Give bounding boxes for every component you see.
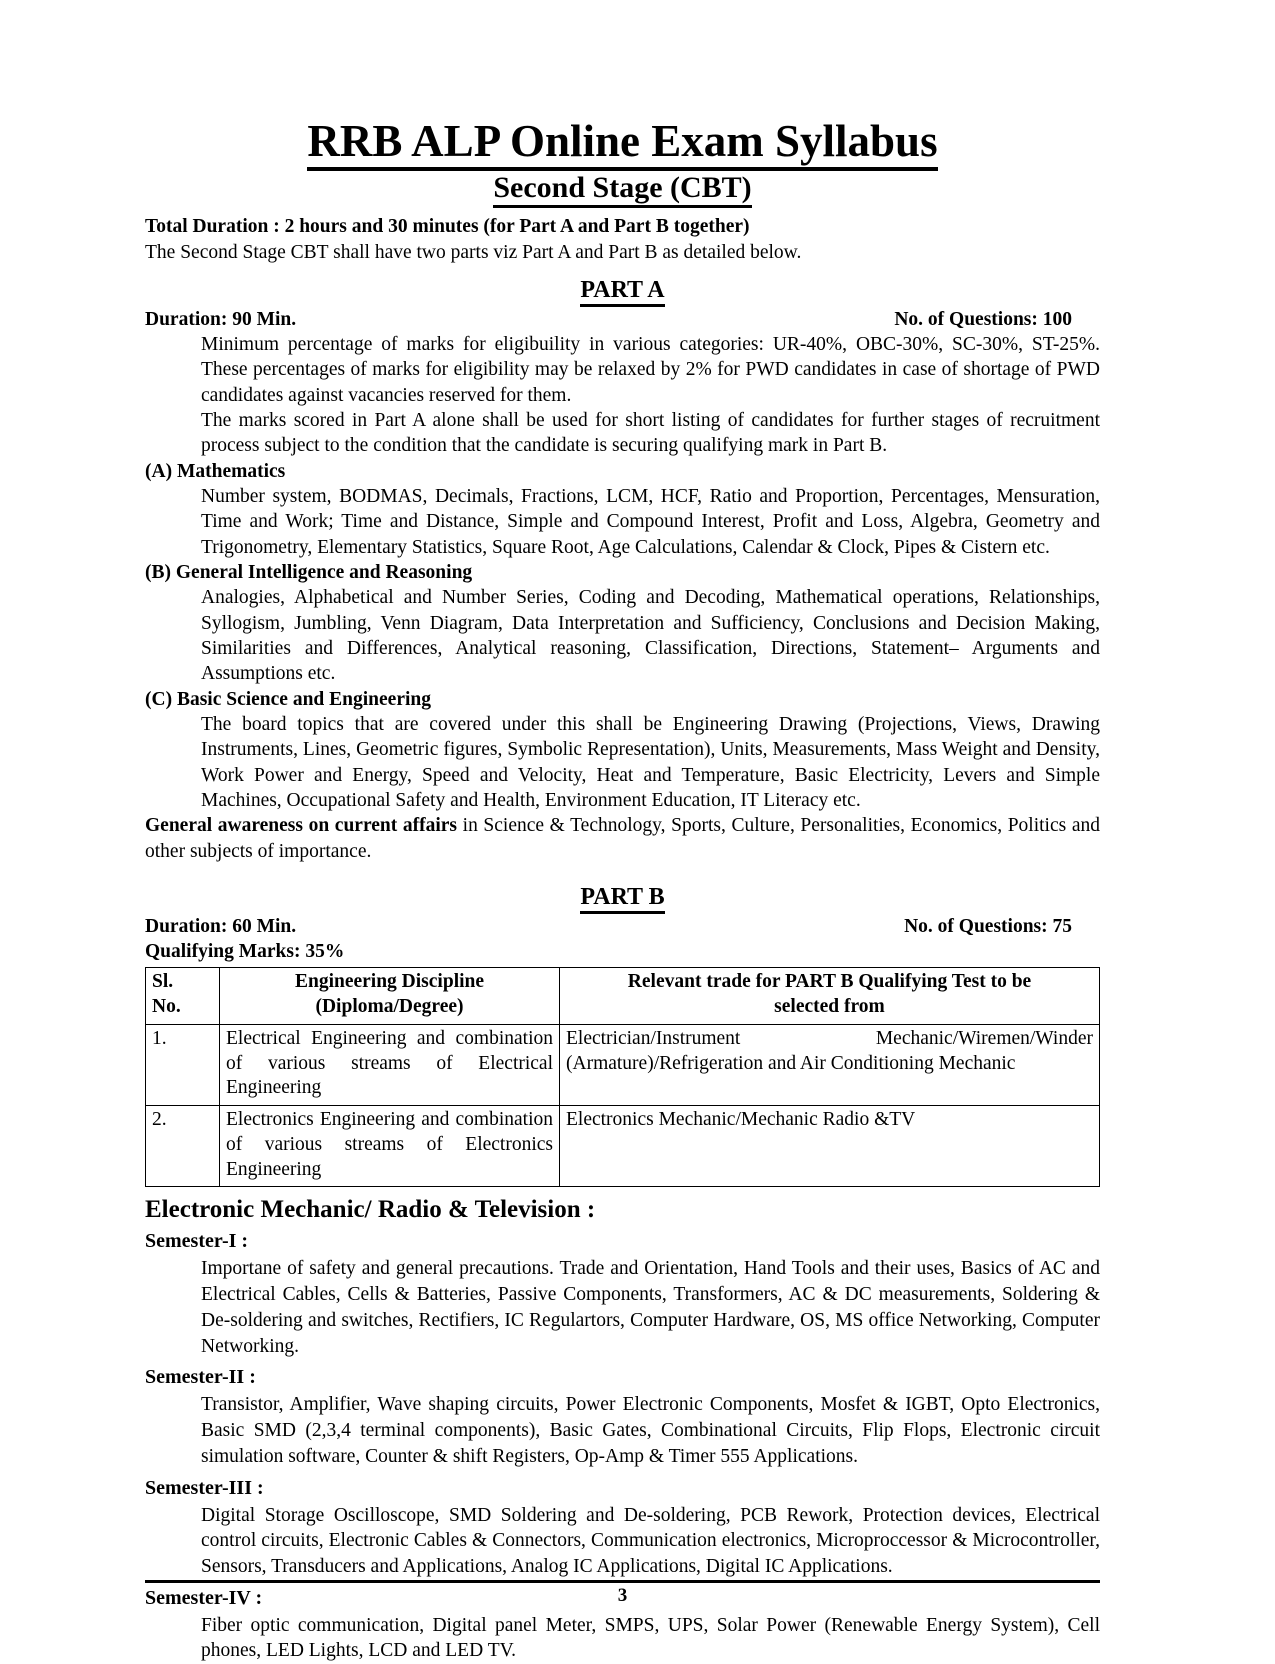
part-b-discipline-table [145, 967, 1100, 1187]
section-b-body: Analogies, Alphabetical and Number Series, Coding and Decoding, Mathematical operations, Relationships, Syllogism, Jumbling, Venn Diagram, Data Interpretation and Sufficiency, Conclusions and Decision Making, Similarities and Differences, Analytical reasoning, Classification, Directions, Statement– Arguments and Assumptions etc. [201, 587, 1100, 685]
section-b-label: (B) General Intelligence and Reasoning [145, 561, 473, 583]
part-a-duration: Duration: 90 Min. [145, 308, 297, 330]
section-a-label: (A) Mathematics [145, 460, 286, 482]
semester-2-body: Transistor, Amplifier, Wave shaping circuits, Power Electronic Components, Mosfet & IGBT, Opto Electronics, Basic SMD (2,3,4 terminal components), Basic Gates, Combinational Circuits, Flip Flops, Electronic circuit simulation software, Counter & shift Registers, Op-Amp & Timer 555 Applications. [201, 1394, 1100, 1467]
table-header-discipline [220, 968, 560, 1025]
part-a-paragraph-1: Minimum percentage of marks for eligibuility in various categories: UR-40%, OBC-30%, SC-30%, ST-25%. These percentages of marks for eligibility may be relaxed by 2% for PWD candidates in case of shortage of PWD candidates against vacancies reserved for them. [201, 333, 1100, 406]
section-c-label: (C) Basic Science and Engineering [145, 688, 431, 710]
page-number: 3 [617, 1585, 628, 1607]
page-title-text: RRB ALP Online Exam Syllabus [307, 116, 937, 171]
total-duration-line: Total Duration : 2 hours and 30 minutes (for Part A and Part B together) [145, 216, 750, 238]
part-b-question-count: No. of Questions: 75 [904, 915, 1072, 937]
general-awareness-paragraph [145, 813, 1100, 864]
footer-divider [145, 1580, 1100, 1583]
table-cell-discipline: Electrical Engineering and combination of various streams of Electrical Engineering [220, 1024, 560, 1105]
semester-4-body: Fiber optic communication, Digital panel Meter, SMPS, UPS, Solar Power (Renewable Energy System), Cell phones, LED Lights, LCD and LED TV. [201, 1614, 1100, 1662]
part-a-heading [145, 277, 1100, 305]
section-c-body: The board topics that are covered under this shall be Engineering Drawing (Projections, Views, Drawing Instruments, Lines, Geometric figures, Symbolic Representation), Units, Measurements, Mass Weight and Density, Work Power and Energy, Speed and Velocity, Heat and Temperature, Basic Electricity, Levers and Simple Machines, Occupational Safety and Health, Environment Education, IT Literacy etc. [201, 714, 1100, 812]
table-header-sl-line1: Sl. [152, 971, 174, 993]
part-a-question-count: No. of Questions: 100 [894, 308, 1072, 330]
table-header-trade [560, 968, 1100, 1025]
table-header-trade-line1: Relevant trade for PART B Qualifying Test to be [627, 971, 1032, 993]
table-row [146, 1024, 1100, 1105]
semester-3-label: Semester-III : [145, 1476, 264, 1499]
part-a-heading-text: PART A [580, 277, 664, 307]
page-title [145, 118, 1100, 165]
semester-2-label: Semester-II : [145, 1366, 256, 1389]
semester-3-body: Digital Storage Oscilloscope, SMD Soldering and De-soldering, PCB Rework, Protection devices, Electrical control circuits, Electronic Cables & Connectors, Communication electronics, Microproccessor & Microcontroller, Sensors, Transducers and Applications, Analog IC Applications, Digital IC Applications. [201, 1504, 1100, 1577]
table-header-trade-line2: selected from [774, 996, 885, 1018]
table-header-row [146, 968, 1100, 1025]
table-cell-sl-no: 2. [146, 1106, 220, 1187]
part-a-meta-row [145, 307, 1100, 332]
table-row [146, 1106, 1100, 1187]
spacer [145, 864, 1100, 872]
general-awareness-bold-text: General awareness on current affairs [145, 815, 458, 837]
semester-1-label: Semester-I : [145, 1230, 249, 1253]
section-a-body: Number system, BODMAS, Decimals, Fractions, LCM, HCF, Ratio and Proportion, Percentages, Mensuration, Time and Work; Time and Distance, Simple and Compound Interest, Profit and Loss, Algebra, Geometry and Trigonometry, Elementary Statistics, Square Root, Age Calculations, Calendar & Clock, Pipes & Cistern etc. [201, 485, 1100, 558]
table-header-discipline-line1: Engineering Discipline [294, 971, 485, 993]
page-footer [145, 1580, 1100, 1608]
semester-1-body: Importane of safety and general precautions. Trade and Orientation, Hand Tools and their uses, Basics of AC and Electrical Cables, Cells & Batteries, Passive Components, Transformers, AC & DC measurements, Soldering & De-soldering and switches, Rectifiers, IC Regulartors, Computer Hardware, OS, MS office Networking, Computer Networking. [201, 1258, 1100, 1357]
part-b-qualifying-marks: Qualifying Marks: 35% [145, 941, 345, 963]
trade-syllabus-heading: Electronic Mechanic/ Radio & Television : [145, 1196, 596, 1224]
part-b-heading-text: PART B [580, 884, 664, 914]
table-cell-discipline: Electronics Engineering and combination of various streams of Electronics Engineering [220, 1106, 560, 1187]
page-subtitle [145, 171, 1100, 204]
table-cell-sl-no: 1. [146, 1024, 220, 1105]
part-b-meta-row [145, 914, 1100, 939]
table-cell-trade: Electrician/Instrument Mechanic/Wiremen/Winder (Armature)/Refrigeration and Air Conditioning Mechanic [560, 1024, 1100, 1105]
table-header-discipline-line2: (Diploma/Degree) [315, 996, 464, 1018]
part-a-paragraph-2: The marks scored in Part A alone shall be used for short listing of candidates for further stages of recruitment process subject to the condition that the candidate is securing qualifying mark in Part B. [201, 409, 1100, 457]
table-header-sl-no [146, 968, 220, 1025]
page-subtitle-text: Second Stage (CBT) [493, 171, 751, 208]
table-cell-trade: Electronics Mechanic/Mechanic Radio &TV [560, 1106, 1100, 1187]
part-b-heading [145, 884, 1100, 912]
semester-4-label: Semester-IV : [145, 1586, 263, 1609]
part-b-duration: Duration: 60 Min. [145, 915, 297, 937]
intro-line: The Second Stage CBT shall have two parts viz Part A and Part B as detailed below. [145, 241, 802, 263]
table-header-sl-line2: No. [152, 996, 181, 1018]
general-awareness-rest-text: in Science & Technology, Sports, Culture, Personalities, Economics, Politics and other subjects of importance. [145, 815, 1100, 862]
